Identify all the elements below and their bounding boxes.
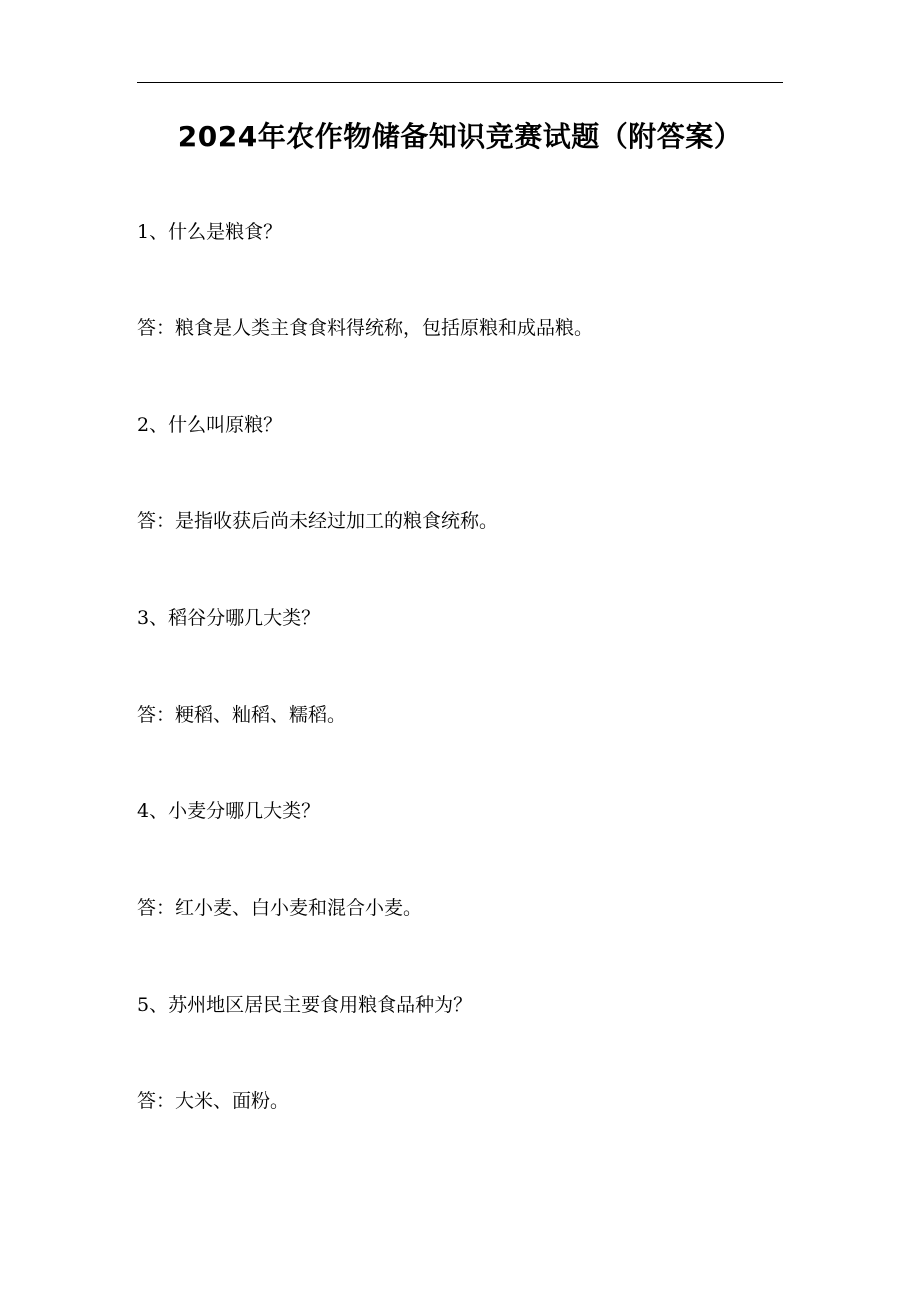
- answer-3: 答：粳稻、籼稻、糯稻。: [137, 704, 347, 726]
- question-3: 3、稻谷分哪几大类？: [137, 607, 321, 629]
- answer-2: 答：是指收获后尚未经过加工的粮食统称。: [137, 510, 499, 532]
- question-4: 4、小麦分哪几大类？: [137, 800, 321, 822]
- question-5: 5、苏州地区居民主要食用粮食品种为？: [137, 994, 473, 1016]
- question-1: 1、什么是粮食？: [137, 221, 283, 243]
- answer-4: 答：红小麦、白小麦和混合小麦。: [137, 897, 423, 919]
- question-2: 2、什么叫原粮？: [137, 414, 283, 436]
- answer-5: 答：大米、面粉。: [137, 1090, 290, 1112]
- document-title: 2024年农作物储备知识竞赛试题（附答案）: [177, 120, 743, 153]
- header-rule: [137, 82, 783, 83]
- answer-1: 答：粮食是人类主食食料得统称，包括原粮和成品粮。: [137, 317, 594, 339]
